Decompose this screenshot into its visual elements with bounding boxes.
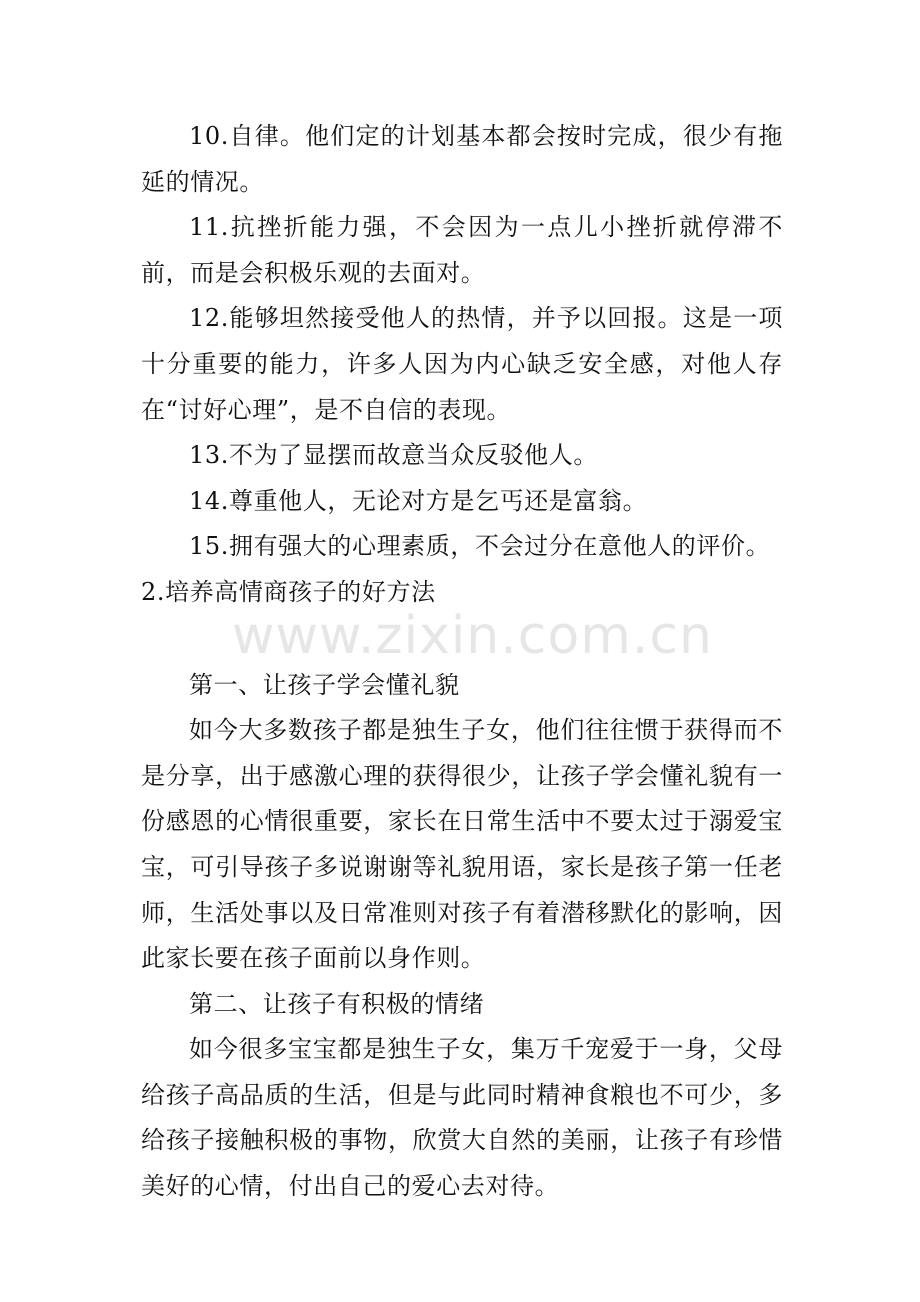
list-item-10: 10.自律。他们定的计划基本都会按时完成，很少有拖延的情况。 xyxy=(141,122,783,196)
body-paragraph-2: 如今很多宝宝都是独生子女，集万千宠爱于一身，父母给孩子高品质的生活，但是与此同时精神食粮也不可少，多给孩子接触积极的事物，欣赏大自然的美丽，让孩子有珍惜美好的心情，付出自己的爱心去对待。 xyxy=(141,1035,783,1201)
subheading-2: 第二、让孩子有积极的情绪 xyxy=(189,989,485,1018)
list-item-14: 14.尊重他人，无论对方是乞丐还是富翁。 xyxy=(189,486,648,515)
subheading-1: 第一、让孩子学会懂礼貌 xyxy=(189,670,460,699)
list-item-15: 15.拥有强大的心理素质，不会过分在意他人的评价。 xyxy=(189,532,771,561)
list-item-11: 11.抗挫折能力强，不会因为一点儿小挫折就停滞不前，而是会积极乐观的去面对。 xyxy=(141,213,783,287)
spacer xyxy=(141,616,783,663)
body-paragraph-1: 如今大多数孩子都是独生子女，他们往往惯于获得而不是分享，出于感激心理的获得很少，让孩子学会懂礼貌有一份感恩的心情很重要，家长在日常生活中不要太过于溺爱宝宝，可引导孩子多说谢谢等礼貌用语，家长是孩子第一任老师，生活处事以及日常准则对孩子有着潜移默化的影响，因此家长要在孩子面前以身作则。 xyxy=(141,716,783,973)
list-item-13: 13.不为了显摆而故意当众反驳他人。 xyxy=(189,441,598,470)
list-item-12: 12.能够坦然接受他人的热情，并予以回报。这是一项十分重要的能力，许多人因为内心缺乏安全感，对他人存在“讨好心理”，是不自信的表现。 xyxy=(141,304,783,424)
section-heading: 2.培养高情商孩子的好方法 xyxy=(141,577,436,606)
watermark: www.zixin.com.cn xyxy=(232,606,713,666)
document-body xyxy=(141,114,783,1210)
